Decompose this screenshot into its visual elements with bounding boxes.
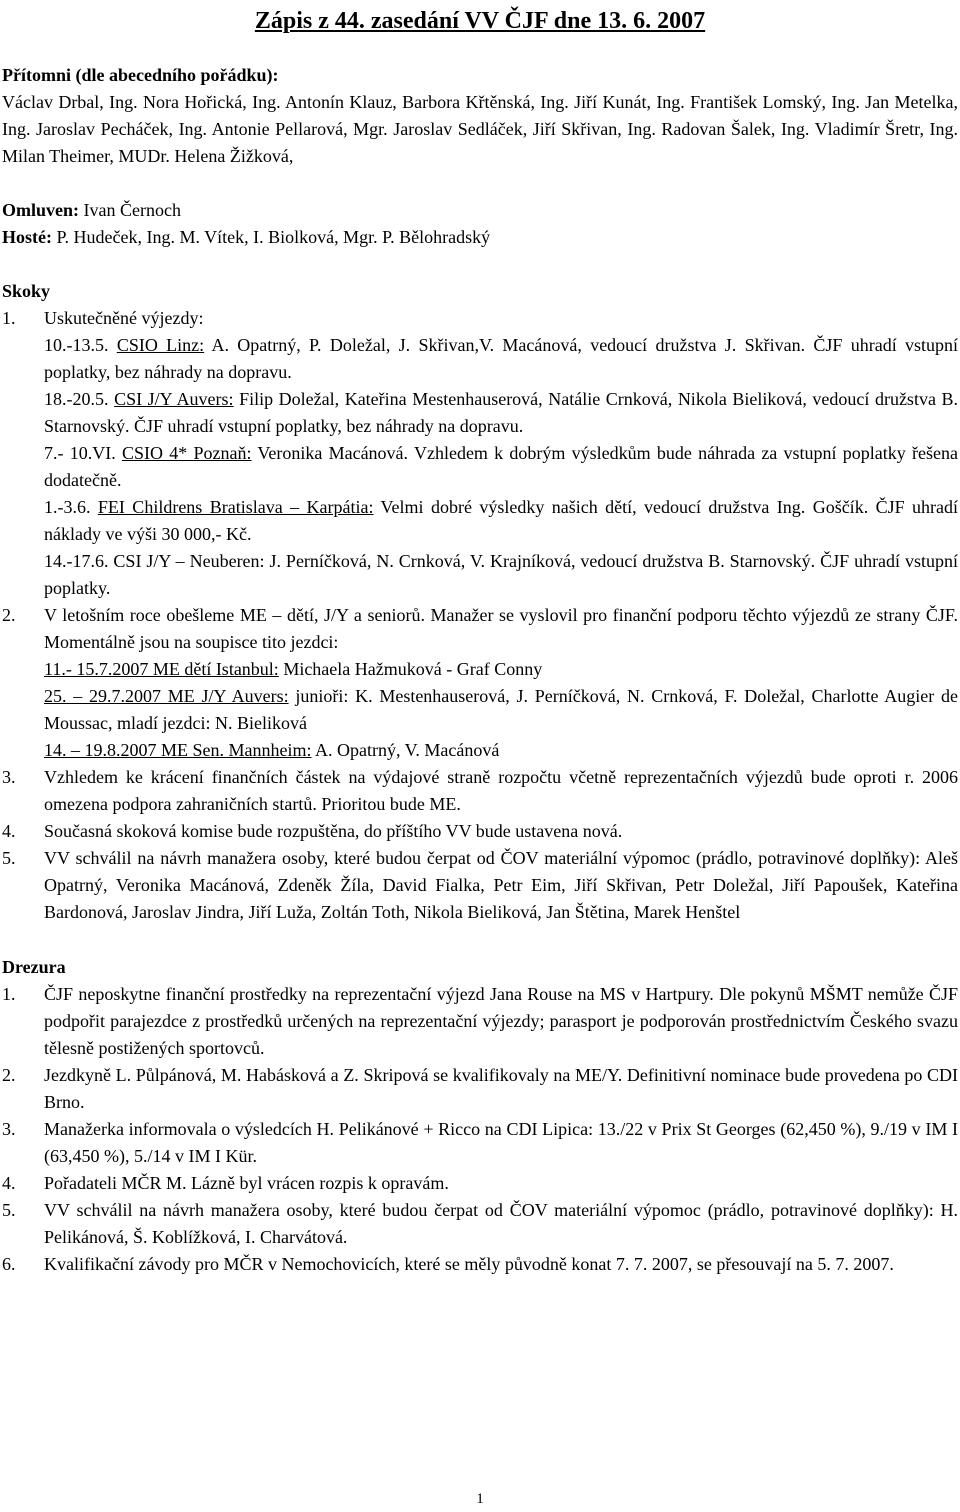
excused-line: Omluven: Ivan Černoch xyxy=(2,200,181,220)
skoky-item-4: 4. Současná skoková komise bude rozpuštěna, do příštího VV bude ustavena nová. xyxy=(2,821,623,841)
present-list: Václav Drbal, Ing. Nora Hořická, Ing. Antonín Klauz, Barbora Křtěnská, Ing. Jiří Kunát, Ing. František Lomský, Ing. Jan Metelka, Ing. Jaroslav Pecháček, Ing. Antonie Pellarová, Mgr. Jaroslav Sedláček, Jiří Skřivan, Ing. Radovan Šalek, Ing. Vladimír Šretr, Ing. Milan Theimer, MUDr. Helena Žižková, xyxy=(2,92,958,166)
drezura-heading: Drezura xyxy=(2,957,66,977)
championship-list xyxy=(2,656,958,764)
guests-line: Hosté: P. Hudeček, Ing. M. Vítek, I. Biolková, Mgr. P. Bělohradský xyxy=(2,227,491,247)
trip-entry: 7.- 10.VI. CSIO 4* Poznaň: Veronika Macánová. Vzhledem k dobrým výsledkům bude náhrada za vstupní poplatky řešena dodatečně. xyxy=(44,443,958,490)
championship-entry: 11.- 15.7.2007 ME dětí Istanbul: Michaela Hažmuková - Graf Conny xyxy=(44,659,543,679)
document-title: Zápis z 44. zasedání VV ČJF dne 13. 6. 2007 xyxy=(254,8,706,34)
trip-entry: 1.-3.6. FEI Childrens Bratislava – Karpátia: Velmi dobré výsledky našich dětí, vedoucí družstva Ing. Goščík. ČJF uhradí náklady ve výši 30 000,- Kč. xyxy=(44,497,959,544)
drezura-item: 4. Pořadateli MČR M. Lázně byl vrácen rozpis k opravám. xyxy=(2,1173,449,1193)
page-number: 1 xyxy=(476,1491,484,1507)
drezura-item: 3. Manažerka informovala o výsledcích H. Pelikánové + Ricco na CDI Lipica: 13./22 v Prix St Georges (62,450 %), 9./19 v IM I (63,450 %), 5./14 v IM I Kür. xyxy=(2,1119,958,1166)
trip-entry: 18.-20.5. CSI J/Y Auvers: Filip Doležal, Kateřina Mestenhauserová, Natálie Crnková, Nikola Bieliková, vedoucí družstva B. Starnovský. ČJF uhradí vstupní poplatky, bez náhrady na dopravu. xyxy=(44,389,958,436)
skoky-item-1: 1. Uskutečněné výjezdy: xyxy=(2,308,204,328)
drezura-item: 6. Kvalifikační závody pro MČR v Nemochovicích, které se měly původně konat 7. 7. 2007, se přesouvají na 5. 7. 2007. xyxy=(2,1254,894,1274)
drezura-item: 1. ČJF neposkytne finanční prostředky na reprezentační výjezd Jana Rouse na MS v Hartpury. Dle pokynů MŠMT nemůže ČJF podpořit parajezdce z prostředků určených na reprezentační výjezdy; parasport je podporován prostřednictvím Českého svazu tělesně postižených sportovců. xyxy=(2,984,958,1058)
trips-list xyxy=(2,332,958,602)
document-body xyxy=(2,62,958,1278)
drezura-item: 2. Jezdkyně L. Půlpánová, M. Habásková a Z. Skripová se kvalifikovaly na ME/Y. Definitivní nominace bude provedena po CDI Brno. xyxy=(2,1065,958,1112)
skoky-heading: Skoky xyxy=(2,281,51,301)
skoky-item-3: 3. Vzhledem ke krácení finančních částek na výdajové straně rozpočtu včetně reprezentačních výjezdů bude oproti r. 2006 omezena podpora zahraničních startů. Prioritou bude ME. xyxy=(2,767,958,814)
skoky-item-5: 5. VV schválil na návrh manažera osoby, které budou čerpat od ČOV materiální výpomoc (prádlo, potravinové doplňky): Aleš Opatrný, Veronika Macánová, Zdeněk Žíla, David Fialka, Petr Eim, Jiří Skřivan, Petr Doležal, Jiří Papoušek, Kateřina Bardonová, Jaroslav Jindra, Jiří Luža, Zoltán Toth, Nikola Bieliková, Jan Štětina, Marek Henštel xyxy=(2,848,958,922)
championship-entry: 14. – 19.8.2007 ME Sen. Mannheim: A. Opatrný, V. Macánová xyxy=(44,740,500,760)
drezura-item: 5. VV schválil na návrh manažera osoby, které budou čerpat od ČOV materiální výpomoc (prádlo, potravinové doplňky): H. Pelikánová, Š. Koblížková, I. Charvátová. xyxy=(2,1200,958,1247)
trip-entry: 14.-17.6. CSI J/Y – Neuberen: J. Perníčková, N. Crnková, V. Krajníková, vedoucí družstva B. Starnovský. ČJF uhradí vstupní poplatky. xyxy=(44,551,958,598)
trip-entry: 10.-13.5. CSIO Linz: A. Opatrný, P. Doležal, J. Skřivan,V. Macánová, vedoucí družstva J. Skřivan. ČJF uhradí vstupní poplatky, bez náhrady na dopravu. xyxy=(44,335,959,382)
skoky-item-2: 2. V letošním roce obešleme ME – dětí, J/Y a seniorů. Manažer se vyslovil pro finanční podporu těchto výjezdů ze strany ČJF. Momentálně jsou na soupisce tito jezdci: xyxy=(2,605,958,652)
championship-entry: 25. – 29.7.2007 ME J/Y Auvers: junioři: K. Mestenhauserová, J. Perníčková, N. Crnková, F. Doležal, Charlotte Augier de Moussac, mladí jezdci: N. Bieliková xyxy=(44,686,958,733)
present-heading: Přítomni (dle abecedního pořádku): xyxy=(2,65,279,85)
